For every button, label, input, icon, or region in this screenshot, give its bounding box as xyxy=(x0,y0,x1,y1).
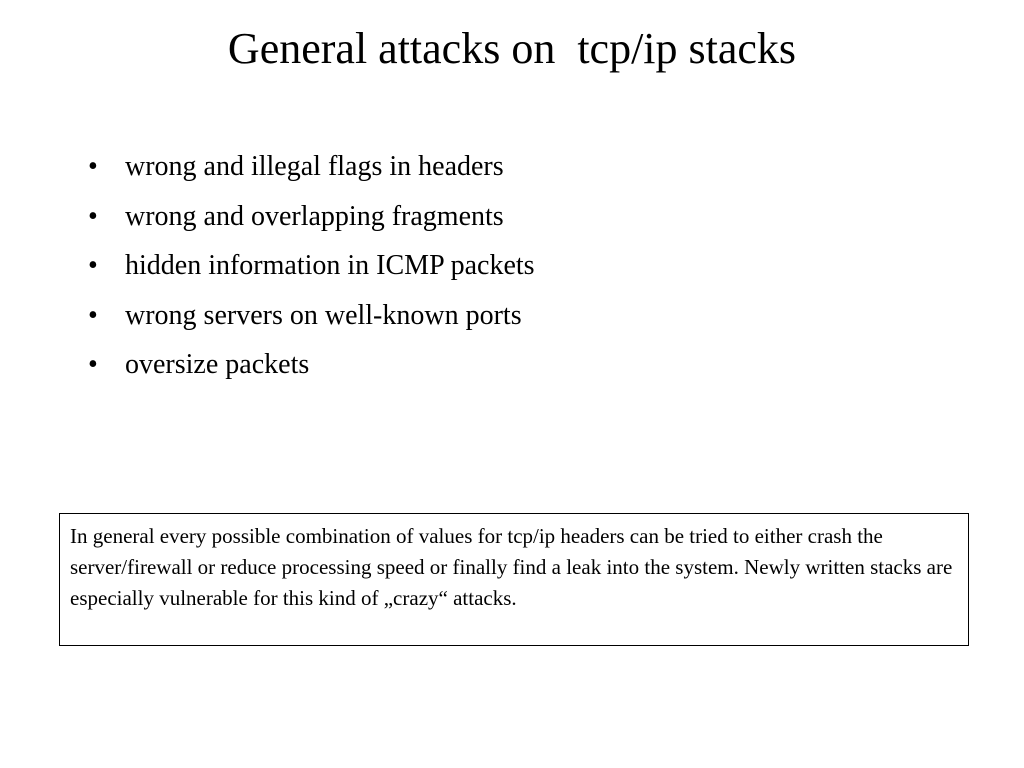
bullet-text: wrong and illegal flags in headers xyxy=(125,151,504,182)
list-item xyxy=(88,241,535,291)
bullet-marker: • xyxy=(88,151,98,182)
bullet-marker: • xyxy=(88,299,98,331)
bullet-list xyxy=(88,142,535,390)
slide-title: General attacks on tcp/ip stacks xyxy=(227,24,797,73)
list-item xyxy=(88,291,535,341)
bullet-marker: • xyxy=(88,349,98,380)
bullet-text: wrong and overlapping fragments xyxy=(125,200,504,232)
list-item xyxy=(88,142,535,192)
bullet-text: hidden information in ICMP packets xyxy=(125,250,535,281)
note-box: In general every possible combination of values for tcp/ip headers can be tried to either crash the server/firewall or reduce processing speed or finally find a leak into the system. Newly written stacks are especially vulnerable for this kind of „crazy“ attacks. xyxy=(59,513,969,646)
bullet-text: oversize packets xyxy=(125,349,310,380)
bullet-marker: • xyxy=(88,250,98,281)
list-item xyxy=(88,192,535,242)
bullet-marker: • xyxy=(88,200,98,232)
list-item xyxy=(88,340,535,390)
bullet-text: wrong servers on well-known ports xyxy=(125,299,522,331)
